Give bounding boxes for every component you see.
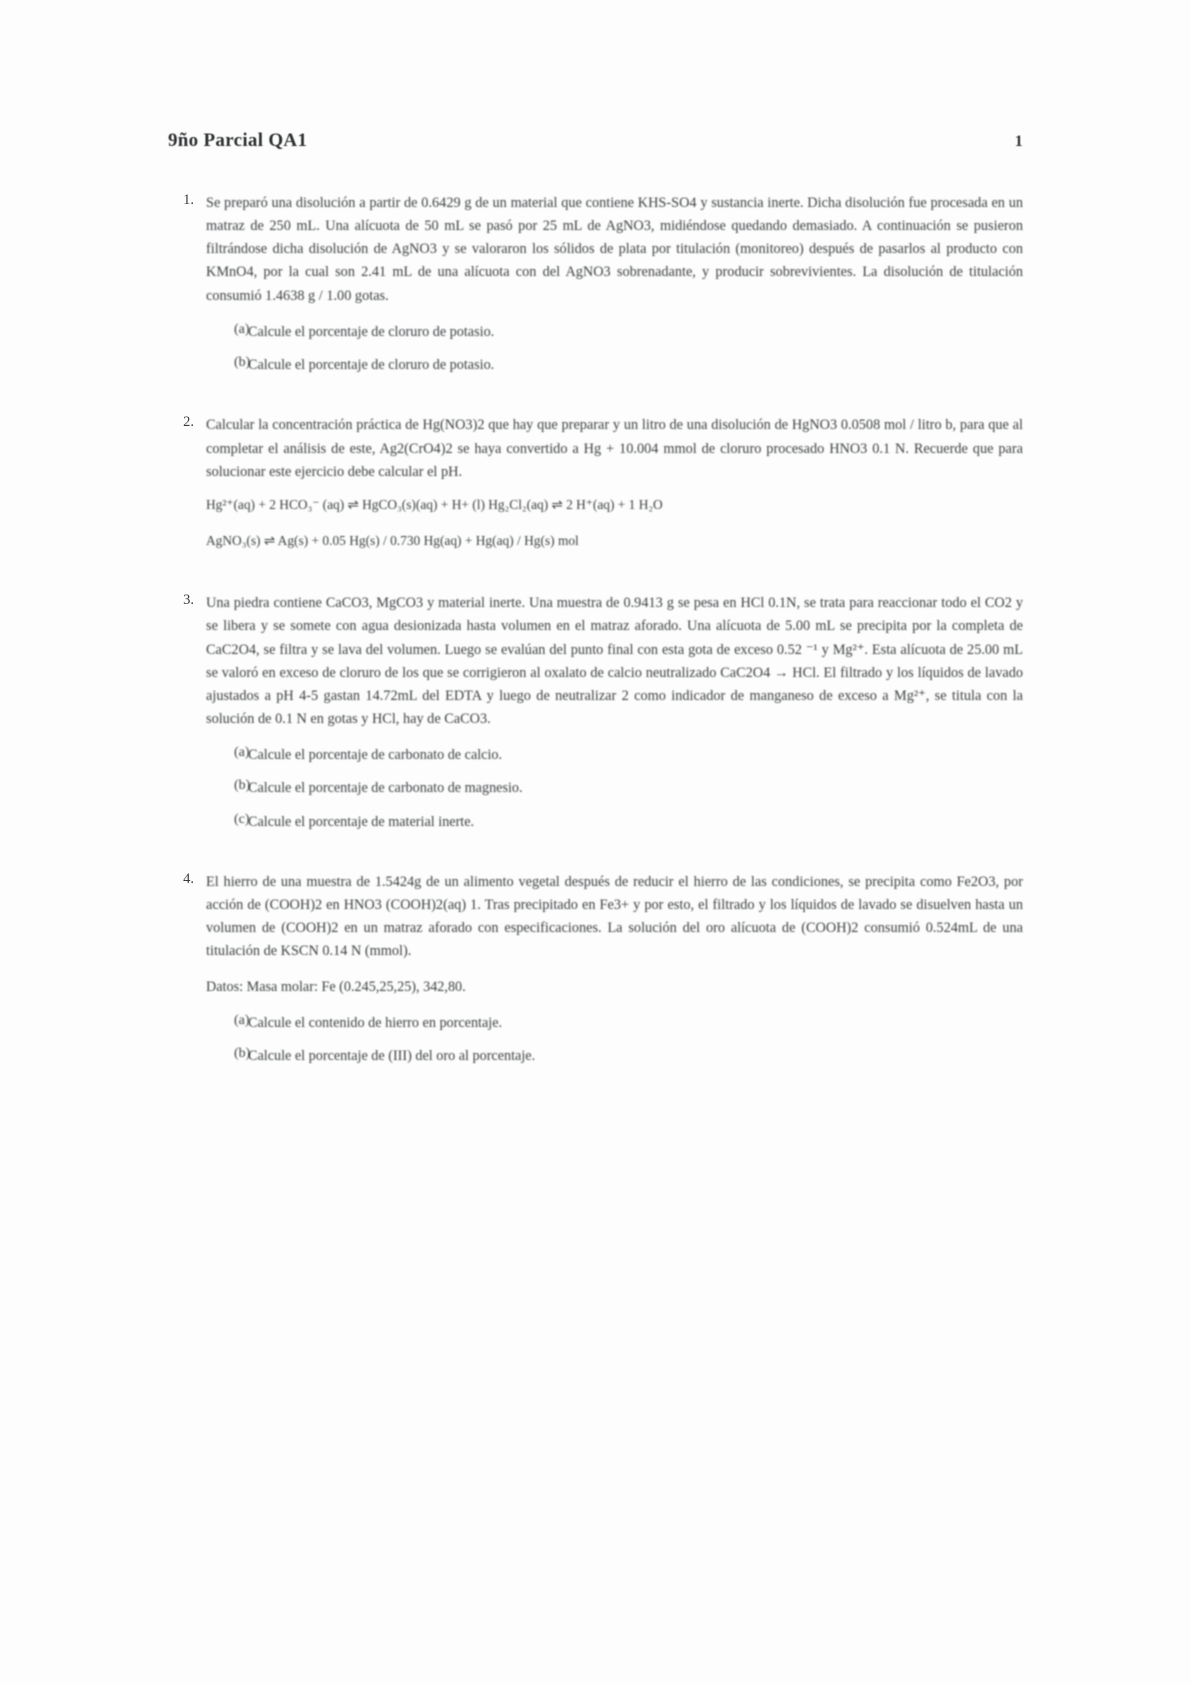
list-item — [206, 745, 1023, 766]
list-item — [206, 322, 1023, 343]
problem-text: Calcular la concentración práctica de Hg(NO3)2 que hay que preparar y un litro de una disolución de HgNO3 0.0508 mol / litro b, para que al completar el análisis de este, Ag2(CrO4)2 se haya convertido a Hg + 10.004 mmol de cloruro procesado HNO3 0.1 N. Recuerde que para solucionar este ejercicio debe calcular el pH. — [206, 417, 1023, 480]
page-number: 1 — [1014, 133, 1023, 150]
subitem-text: Calcule el porcentaje de cloruro de potasio. — [248, 323, 495, 340]
problem-item — [168, 192, 1023, 388]
page-content — [168, 130, 1023, 1105]
subitem-label: (b) — [234, 1045, 251, 1061]
list-item — [206, 1046, 1023, 1067]
problem-number: 1. — [183, 192, 194, 208]
problem-body — [206, 414, 1023, 566]
problem-text: Se preparó una disolución a partir de 0.6429 g de un material que contiene KHS-SO4 y sustancia inerte. Dicha disolución fue procesada en un matraz de 250 mL. Una alícuota de 50 mL se pasó por 25 mL de AgNO3, midiéndose quedando demasiado. A continuación se pusieron filtrándose dicha disolución de AgNO3 y se valoraron los sólidos de plata por titulación (monitoreo) después de pasarlos al producto con KMnO4, por la cual son 2.41 mL de una alícuota con del AgNO3 sobrenadante, y producir sobrevivientes. La disolución de titulación consumió 1.4638 g / 1.00 gotas. — [206, 195, 1023, 304]
list-item — [206, 1013, 1023, 1034]
problem-number: 3. — [183, 592, 194, 609]
problem-number: 2. — [183, 414, 194, 431]
problem-data-note: Datos: Masa molar: Fe (0.245,25,25), 342,80. — [206, 978, 466, 995]
equation-line: AgNO₃(s) ⇌ Ag(s) + 0.05 Hg(s) / 0.730 Hg(aq) + Hg(aq) / Hg(s) mol — [206, 533, 579, 549]
problem-text: Una piedra contiene CaCO3, MgCO3 y material inerte. Una muestra de 0.9413 g se pesa en HCl 0.1N, se trata para reaccionar todo el CO2 y se libera y se somete con agua desionizada hasta volumen en el matraz aforado. Una alícuota de 5.00 mL se precipita por la completa de CaC2O4, se filtra y se lava del volumen. Luego se evalúan del punto final con esta gota de exceso 0.52 ⁻¹ y Mg²⁺. Esta alícuota de 25.00 mL se valoró en exceso de cloruro de los que se corrigieron al oxalato de calcio neutralizado CaC2O4 → HCl. El filtrado y los líquidos de lavado ajustados a pH 4-5 gastan 14.72mL del EDTA y luego de neutralizar 2 como indicador de manganeso de exceso a Mg²⁺, se titula con la solución de 0.1 N en gotas y HCl, hay de CaCO3. — [206, 595, 1023, 727]
subitem-text: Calcule el porcentaje de cloruro de potasio. — [248, 357, 495, 374]
problem-item — [168, 871, 1023, 1079]
subitem-text: Calcule el porcentaje de carbonato de magnesio. — [248, 780, 523, 797]
subitem-label: (a) — [234, 1012, 250, 1028]
document-header — [168, 130, 1023, 152]
subitem-label: (a) — [234, 321, 250, 337]
equation-line: Hg²⁺(aq) + 2 HCO₃⁻ (aq) ⇌ HgCO₃(s)(aq) + H+ (l) Hg₂Cl₂(aq) ⇌ 2 H⁺(aq) + 1 H₂O — [206, 496, 663, 512]
subitem-text: Calcule el porcentaje de material inerte. — [248, 813, 475, 830]
subitem-text: Calcule el porcentaje de carbonato de calcio. — [248, 747, 503, 764]
subitem-text: Calcule el porcentaje de (III) del oro al porcentaje. — [248, 1047, 536, 1064]
problem-subitems — [206, 745, 1023, 833]
problem-body — [206, 592, 1023, 845]
problem-item — [168, 414, 1023, 566]
subitem-label: (b) — [234, 778, 251, 794]
subitem-label: (c) — [234, 811, 250, 827]
document-title: 9ño Parcial QA1 — [168, 130, 308, 151]
subitem-label: (a) — [234, 745, 250, 761]
problem-body — [206, 192, 1023, 388]
problem-item — [168, 592, 1023, 845]
subitem-label: (b) — [234, 355, 251, 371]
list-item — [206, 778, 1023, 799]
problem-text: El hierro de una muestra de 1.5424g de un alimento vegetal después de reducir el hierro de las condiciones, se precipita como Fe2O3, por acción de (COOH)2 en HNO3 (COOH)2(aq) 1. Tras precipitado en Fe3+ y por esto, el filtrado y los líquidos de lavado se disuelven hasta un volumen de (COOH)2 en un matraz aforado con especificaciones. La solución del oro alícuota de (COOH)2 consumió 0.524mL de una titulación de KSCN 0.14 N (mmol). — [206, 874, 1023, 960]
problem-subitems — [206, 322, 1023, 377]
subitem-text: Calcule el contenido de hierro en porcentaje. — [248, 1014, 503, 1031]
list-item — [206, 812, 1023, 833]
list-item — [206, 355, 1023, 376]
problem-number: 4. — [183, 871, 194, 888]
problem-body — [206, 871, 1023, 1079]
problem-subitems — [206, 1013, 1023, 1068]
problem-list — [168, 192, 1023, 1079]
